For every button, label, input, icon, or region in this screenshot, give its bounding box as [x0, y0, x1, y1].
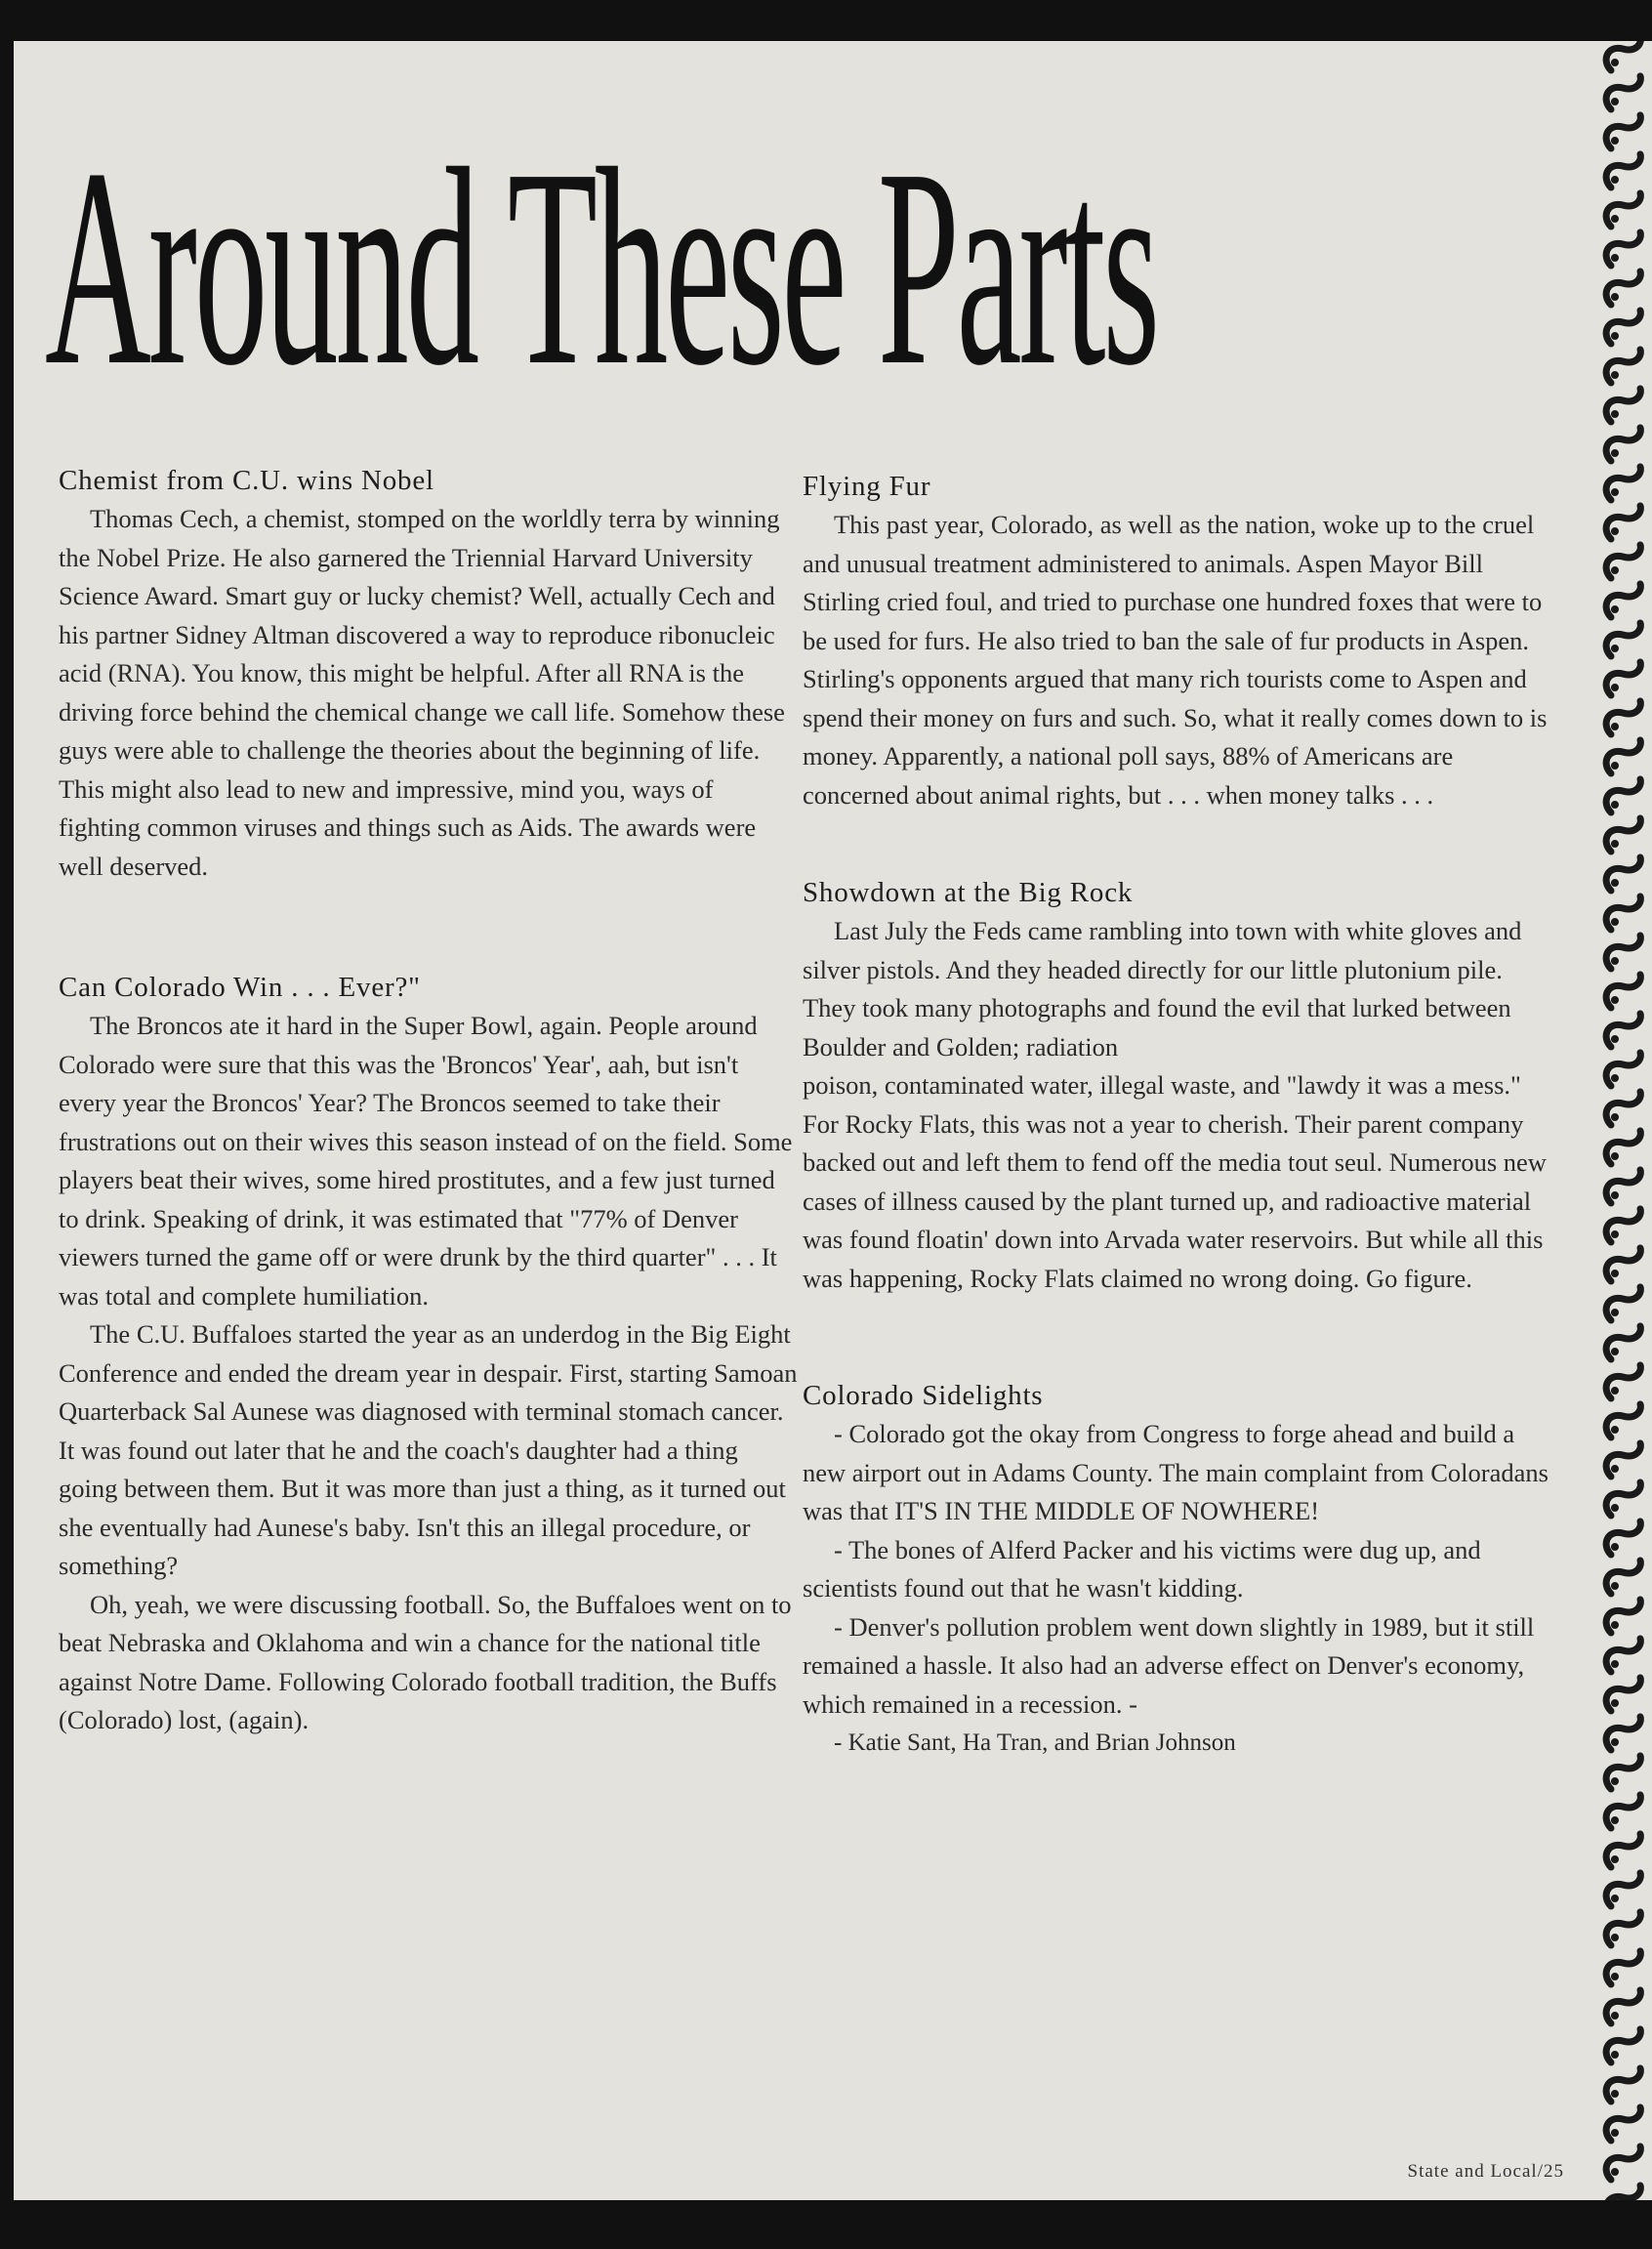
swirl-dot [1611, 1348, 1619, 1355]
swirl-dot [1611, 2012, 1619, 2020]
swirl-dot [1611, 1035, 1619, 1043]
swirl-dot [1611, 1191, 1619, 1199]
swirl-mark [1606, 1131, 1640, 1164]
swirl-mark [1606, 1951, 1640, 1984]
swirl-dot [1611, 1660, 1619, 1668]
swirl-dot [1611, 1621, 1619, 1629]
swirl-dot [1611, 176, 1619, 184]
swirl-dot [1611, 723, 1619, 730]
swirl-dot [1611, 879, 1619, 887]
swirl-mark [1606, 1912, 1640, 1945]
swirl-mark [1606, 1326, 1640, 1359]
swirl-mark [1606, 1521, 1640, 1555]
swirl-dot [1611, 1387, 1619, 1395]
swirl-mark [1606, 1365, 1640, 1398]
swirl-dot [1611, 527, 1619, 535]
swirl-mark [1606, 428, 1640, 461]
swirl-dot [1611, 449, 1619, 457]
swirl-dot [1611, 918, 1619, 926]
swirl-dot [1611, 957, 1619, 965]
article-broncos [59, 968, 801, 1740]
swirl-mark [1606, 1092, 1640, 1125]
swirl-mark [1606, 1053, 1640, 1086]
sidelight-item: - Colorado got the okay from Congress to forge ahead and build a new airport out in Adams County. The main complaint from Coloradans was that IT'S IN THE MIDDLE OF NOWHERE! [803, 1419, 1549, 1525]
swirl-mark [1606, 506, 1640, 539]
swirl-mark [1606, 1561, 1640, 1594]
article-paragraph: The C.U. Buffaloes started the year as an underdog in the Big Eight Conference and ended the dream year in despair. First, starting Samoan Quarterback Sal Aunese was diagnosed with terminal stomach cancer. It was found out later that he and the coach's daughter had a thing going between them. But it was more than just a thing, as it turned out she eventually had Aunese's baby. Isn't this an illegal procedure, or something? [59, 1319, 798, 1580]
swirl-mark [1606, 740, 1640, 773]
swirl-mark [1606, 1443, 1640, 1477]
article-showdown [803, 873, 1550, 1298]
swirl-mark [1606, 857, 1640, 891]
page-title: Around These Parts [45, 110, 1157, 424]
swirl-mark [1606, 2068, 1640, 2102]
swirl-dot [1611, 1230, 1619, 1238]
swirl-mark [1606, 1795, 1640, 1828]
article-paragraph: Last July the Feds came rambling into town with white gloves and silver pistols. And they headed directly for our little plutonium pile. They took many photographs and found the evil that lurked between Boulder and Golden; radiation [803, 916, 1522, 1062]
swirl-mark [1606, 1639, 1640, 1672]
swirl-dot [1611, 762, 1619, 770]
swirl-dot [1611, 1582, 1619, 1590]
swirl-dot [1611, 684, 1619, 691]
swirl-mark [1606, 1717, 1640, 1750]
swirl-dot [1611, 1816, 1619, 1824]
swirl-dot [1611, 1152, 1619, 1160]
article-paragraph: poison, contaminated water, illegal waste, and "lawdy it was a mess." For Rocky Flats, this was not a year to cherish. Their parent company backed out and left them to fend off the media tout seul. Numerous new cases of illness caused by the plant turned up, and radioactive material was found floatin' down into Arvada water reservoirs. But while all this was happening, Rocky Flats claimed no wrong doing. Go figure. [803, 1070, 1547, 1293]
swirl-dot [1611, 566, 1619, 574]
swirl-mark [1606, 545, 1640, 578]
swirl-mark [1606, 1287, 1640, 1320]
article-paragraph: The Broncos ate it hard in the Super Bowl, again. People around Colorado were sure that this was the 'Broncos' Year', aah, but isn't every year the Broncos' Year? The Broncos seemed to take their frustrations out on their wives this season instead of on the field. Some players beat their wives, some hired prostitutes, and a few just turned to drink. Speaking of drink, it was estimated that "77% of Denver viewers turned the game off or were drunk by the third quarter" . . . It was total and complete humiliation. [59, 1011, 793, 1311]
swirl-mark [1606, 2146, 1640, 2180]
swirl-mark [1606, 2186, 1640, 2200]
swirl-mark [1606, 41, 1640, 70]
swirl-dot [1611, 1973, 1619, 1980]
swirl-dot [1611, 254, 1619, 262]
swirl-dot [1611, 840, 1619, 848]
swirl-mark [1606, 389, 1640, 422]
sidelight-item: - Denver's pollution problem went down slightly in 1989, but it still remained a hassle. It also had an adverse effect on Denver's economy, which remained in a recession. - [803, 1611, 1535, 1719]
swirl-mark [1606, 936, 1640, 969]
swirl-dot [1611, 1855, 1619, 1863]
swirl-dot [1611, 1543, 1619, 1551]
swirl-dot [1611, 410, 1619, 418]
article-heading: Flying Fur [803, 471, 931, 502]
swirl-mark [1606, 1834, 1640, 1867]
swirl-mark [1606, 2107, 1640, 2141]
swirl-dot [1611, 215, 1619, 223]
swirl-dot [1611, 332, 1619, 340]
swirl-dot [1611, 371, 1619, 379]
swirl-dot [1611, 1699, 1619, 1707]
swirl-mark [1606, 193, 1640, 227]
swirl-mark [1606, 1482, 1640, 1516]
swirl-mark [1606, 1756, 1640, 1789]
swirl-dot [1611, 98, 1619, 105]
sidelight-item: - The bones of Alferd Packer and his victims were dug up, and scientists found out that he wasn't kidding. [803, 1534, 1481, 1603]
swirl-dot [1611, 2168, 1619, 2176]
swirl-dot [1611, 2129, 1619, 2137]
swirl-mark [1606, 1014, 1640, 1047]
swirl-dot [1611, 59, 1619, 66]
decorative-swirl-border [1593, 41, 1652, 2200]
swirl-mark [1606, 975, 1640, 1008]
swirl-dot [1611, 1270, 1619, 1277]
swirl-mark [1606, 896, 1640, 930]
swirl-mark [1606, 76, 1640, 109]
swirl-dot [1611, 1934, 1619, 1941]
article-heading: Showdown at the Big Rock [803, 877, 1134, 908]
swirl-mark [1606, 2029, 1640, 2062]
swirl-mark [1606, 662, 1640, 695]
swirl-mark [1606, 1209, 1640, 1242]
article-heading: Colorado Sidelights [803, 1380, 1044, 1411]
swirl-mark [1606, 232, 1640, 266]
swirl-dot [1611, 2051, 1619, 2059]
right-column [803, 467, 1550, 1763]
swirl-dot [1611, 605, 1619, 613]
swirl-mark [1606, 1248, 1640, 1281]
swirl-mark [1606, 311, 1640, 344]
left-column [59, 461, 801, 1740]
swirl-mark [1606, 623, 1640, 656]
swirl-mark [1606, 584, 1640, 617]
page [14, 41, 1652, 2200]
swirl-dot [1611, 1504, 1619, 1512]
swirl-dot [1611, 1895, 1619, 1902]
swirl-mark [1606, 1600, 1640, 1633]
swirl-mark [1606, 1678, 1640, 1711]
article-paragraph: Oh, yeah, we were discussing football. So, the Buffaloes went on to beat Nebraska and Oklahoma and win a chance for the national title against Notre Dame. Following Colorado football tradition, the Buffs (Colorado) lost, (again). [59, 1589, 792, 1734]
article-heading: Chemist from C.U. wins Nobel [59, 465, 434, 496]
swirl-mark [1606, 271, 1640, 305]
swirl-mark [1606, 701, 1640, 734]
swirl-mark [1606, 779, 1640, 812]
swirl-dot [1611, 293, 1619, 301]
article-paragraph: Thomas Cech, a chemist, stomped on the worldly terra by winning the Nobel Prize. He also garnered the Triennial Harvard University Science Award. Smart guy or lucky chemist? Well, actually Cech and his partner Sidney Altman discovered a way to reproduce ribonucleic acid (RNA). You know, this might be helpful. After all RNA is the driving force behind the chemical change we call life. Somehow these guys were able to challenge the theories about the beginning of life. This might also lead to new and impressive, mind you, ways of fighting common viruses and things such as Aids. The awards were well deserved. [59, 504, 785, 881]
swirl-dot [1611, 488, 1619, 496]
swirl-mark [1606, 467, 1640, 500]
swirl-dot [1611, 801, 1619, 809]
swirl-mark [1606, 1170, 1640, 1203]
swirl-dot [1611, 2090, 1619, 2098]
swirl-dot [1611, 1465, 1619, 1473]
swirl-dot [1611, 996, 1619, 1004]
swirl-mark [1606, 154, 1640, 187]
swirl-dot [1611, 1738, 1619, 1746]
swirl-mark [1606, 115, 1640, 148]
page-footer: State and Local/25 [1407, 2161, 1564, 2182]
swirl-mark [1606, 1404, 1640, 1437]
swirl-mark [1606, 350, 1640, 383]
article-sidelights [803, 1376, 1550, 1763]
article-heading: Can Colorado Win . . . Ever?" [59, 972, 421, 1003]
swirl-dot [1611, 1113, 1619, 1121]
byline: - Katie Sant, Ha Tran, and Brian Johnson [834, 1729, 1236, 1756]
swirl-dot [1611, 1309, 1619, 1316]
article-paragraph: This past year, Colorado, as well as the nation, woke up to the cruel and unusual treatment administered to animals. Aspen Mayor Bill Stirling cried foul, and tried to purchase one hundred foxes that were to be used for furs. He also tried to ban the sale of fur products in Aspen. Stirling's opponents argued that many rich tourists come to Aspen and spend their money on furs and such. So, what it really comes down to is money. Apparently, a national poll says, 88% of Americans are concerned about animal rights, but . . . when money talks . . . [803, 510, 1548, 810]
swirl-dot [1611, 1777, 1619, 1785]
swirl-mark [1606, 818, 1640, 852]
article-flying-fur [803, 467, 1550, 814]
swirl-dot [1611, 1074, 1619, 1082]
swirl-dot [1611, 137, 1619, 145]
article-nobel [59, 461, 801, 886]
swirl-mark [1606, 1873, 1640, 1906]
swirl-dot [1611, 1426, 1619, 1434]
swirl-mark [1606, 1990, 1640, 2023]
swirl-dot [1611, 645, 1619, 652]
